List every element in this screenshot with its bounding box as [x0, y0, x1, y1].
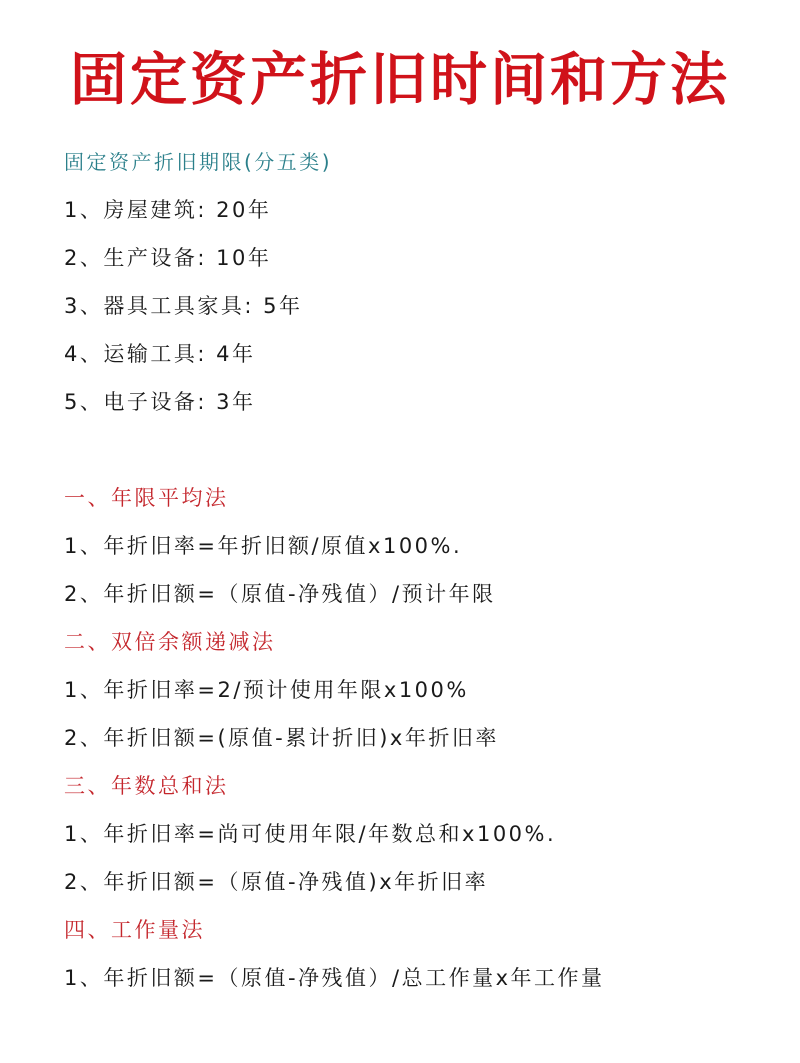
method-heading: 一、年限平均法: [64, 486, 229, 510]
method-heading: 三、年数总和法: [64, 774, 229, 798]
category-item: 2、生产设备: 10年: [64, 246, 272, 270]
formula-item: 1、年折旧率=年折旧额/原值x100%.: [64, 534, 463, 558]
category-item: 1、房屋建筑: 20年: [64, 198, 272, 222]
category-item: 5、电子设备: 3年: [64, 390, 256, 414]
section-subtitle: 固定资产折旧期限(分五类): [64, 150, 333, 174]
formula-item: 2、年折旧额=(原值-累计折旧)x年折旧率: [64, 726, 499, 750]
method-heading: 四、工作量法: [64, 918, 205, 942]
formula-item: 2、年折旧额=（原值-净残值）/预计年限: [64, 582, 496, 606]
formula-item: 1、年折旧额=（原值-净残值）/总工作量x年工作量: [64, 966, 605, 990]
formula-item: 2、年折旧额=（原值-净残值)x年折旧率: [64, 870, 489, 894]
page-title: 固定资产折旧时间和方法: [70, 47, 730, 113]
category-item: 3、器具工具家具: 5年: [64, 294, 303, 318]
category-item: 4、运输工具: 4年: [64, 342, 256, 366]
formula-item: 1、年折旧率=尚可使用年限/年数总和x100%.: [64, 822, 557, 846]
method-heading: 二、双倍余额递减法: [64, 630, 276, 654]
formula-item: 1、年折旧率=2/预计使用年限x100%: [64, 678, 469, 702]
